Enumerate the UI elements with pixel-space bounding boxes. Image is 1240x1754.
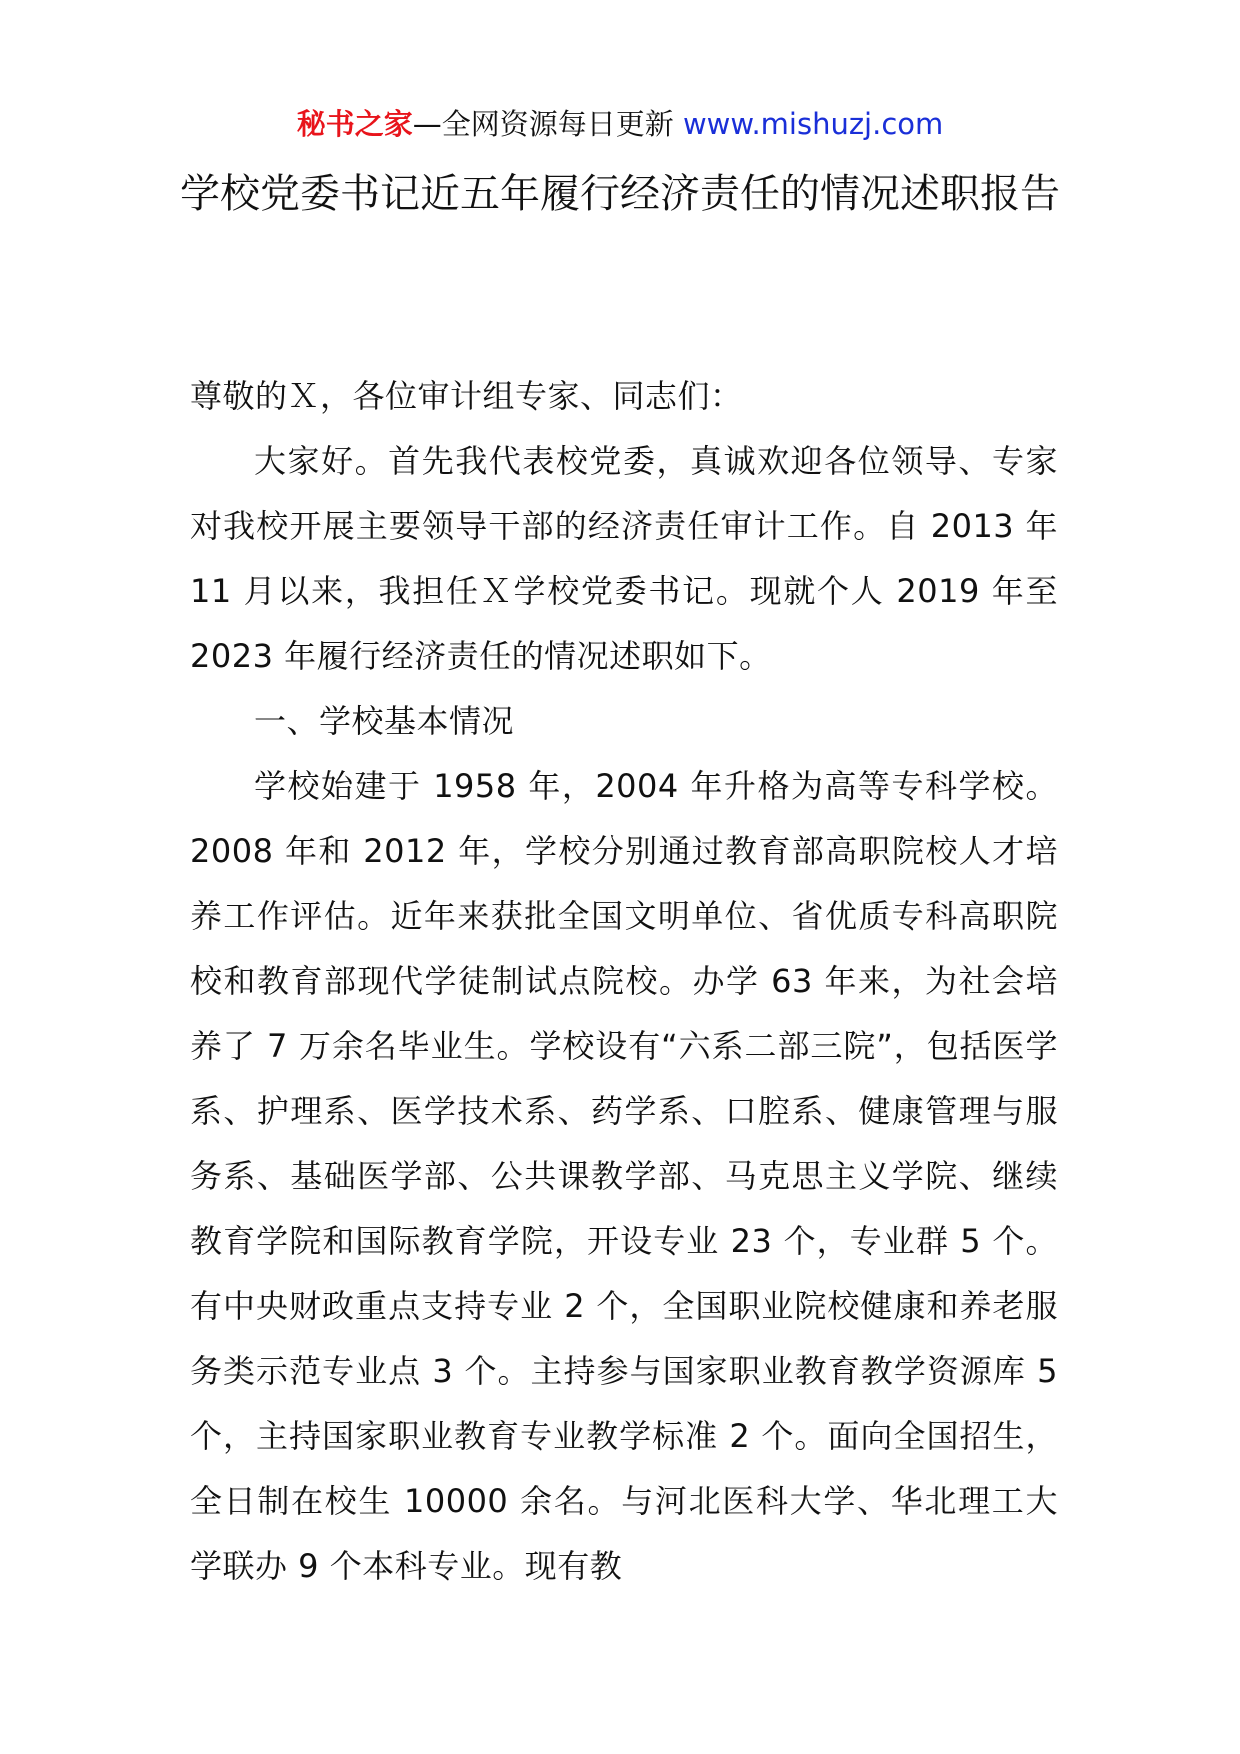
header-tagline: —全网资源每日更新 [412,107,683,141]
site-header [0,104,1240,144]
section-heading: 一、学校基本情况 [254,702,515,740]
document-title: 学校党委书记近五年履行经济责任的情况述职报告 [180,171,1060,217]
site-url-link[interactable]: www.mishuzj.com [682,107,944,141]
paragraph-school-overview: 学校始建于 1958 年，2004 年升格为高等专科学校。2008 年和 2012 年，学校分别通过教育部高职院校人才培养工作评估。近年来获批全国文明单位、省优质专科高职院校和教育部现代学徒制试点院校。办学 63 年来，为社会培养了 7 万余名毕业生。学校设有“六系二部三院”，包括医学系、护理系、医学技术系、药学系、口腔系、健康管理与服务系、基础医学部、公共课教学部、马克思主义学院、继续教育学院和国际教育学院，开设专业 23 个，专业群 5 个。有中央财政重点支持专业 2 个，全国职业院校健康和养老服务类示范专业点 3 个。主持参与国家职业教育教学资源库 5 个，主持国家职业教育专业教学标准 2 个。面向全国招生，全日制在校生 10000 余名。与河北医科大学、华北理工大学联办 9 个本科专业。现有教 [190,767,1058,1585]
paragraph-opening: 大家好。首先我代表校党委，真诚欢迎各位领导、专家对我校开展主要领导干部的经济责任审计工作。自 2013 年 11 月以来，我担任Ｘ学校党委书记。现就个人 2019 年至 2023 年履行经济责任的情况述职如下。 [190,442,1058,675]
brand-name: 秘书之家 [296,107,413,141]
salutation: 尊敬的Ｘ，各位审计组专家、同志们： [190,377,743,415]
document-body [190,364,1058,1599]
